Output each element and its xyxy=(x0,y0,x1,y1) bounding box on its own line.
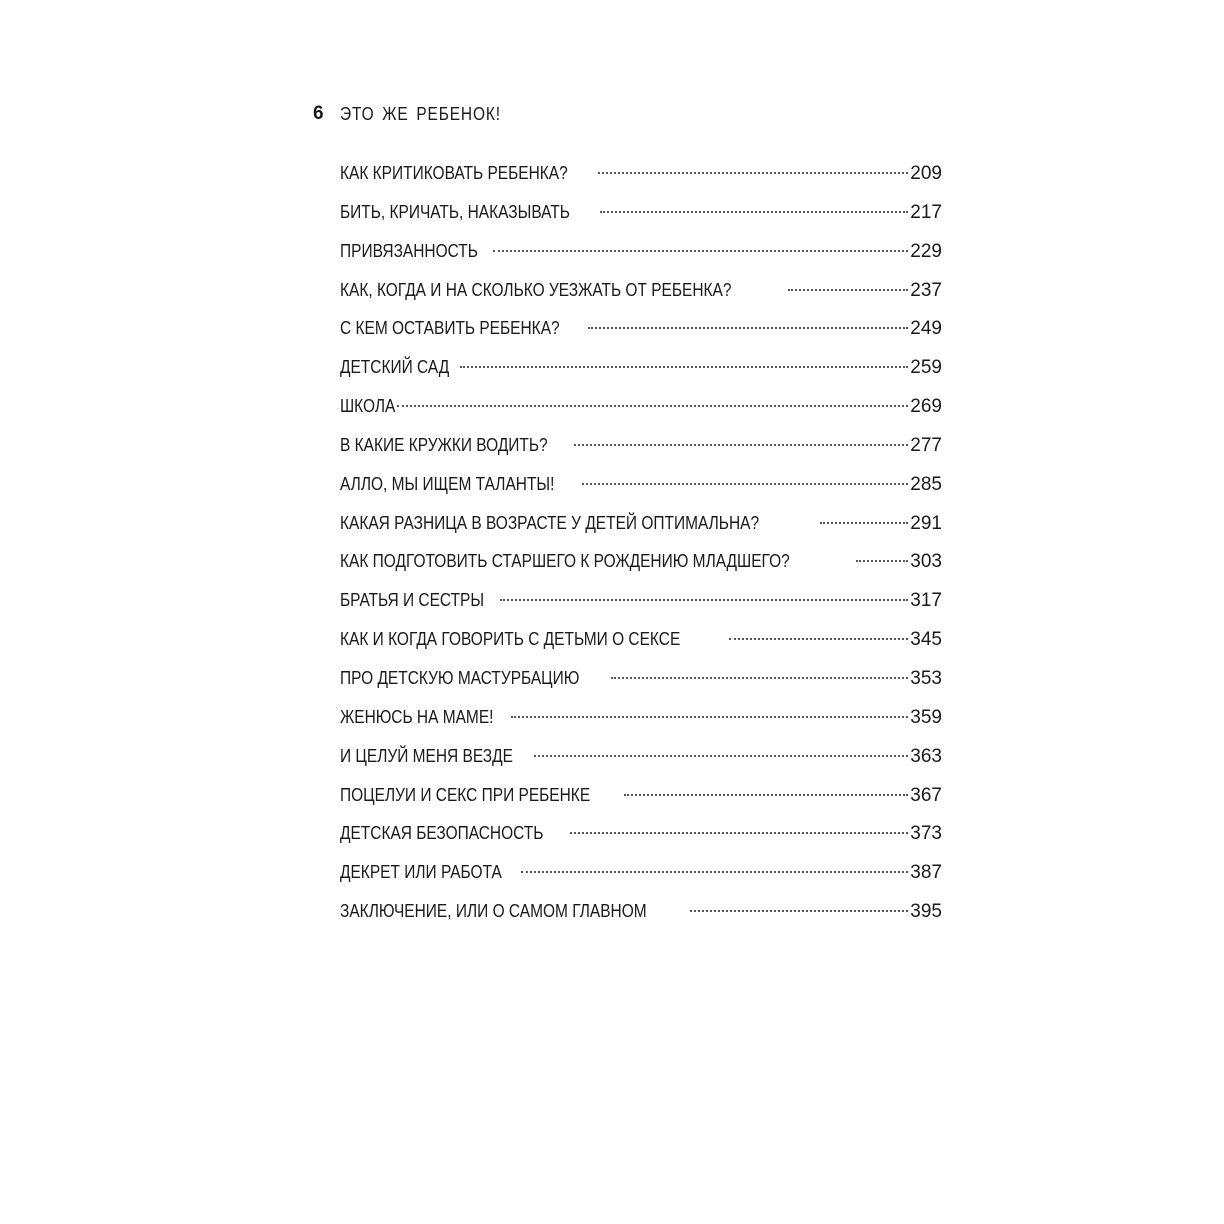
toc-entry xyxy=(340,313,942,352)
dot-leader xyxy=(820,522,908,524)
toc-entry xyxy=(340,663,942,702)
dot-leader xyxy=(500,599,908,601)
toc-entry-title: ПРО ДЕТСКУЮ МАСТУРБАЦИЮ xyxy=(340,667,580,688)
dot-leader xyxy=(729,638,909,640)
toc-entry xyxy=(340,624,942,663)
page-number: 6 xyxy=(313,103,324,124)
toc-entry xyxy=(340,546,942,585)
toc-entry-title: КАК И КОГДА ГОВОРИТЬ С ДЕТЬМИ О СЕКСЕ xyxy=(340,629,681,650)
toc-entry-title: КАКАЯ РАЗНИЦА В ВОЗРАСТЕ У ДЕТЕЙ ОПТИМАЛЬНА? xyxy=(340,512,760,533)
toc-entry-page: 373 xyxy=(910,823,942,845)
toc-entry xyxy=(340,818,942,857)
dot-leader xyxy=(588,327,908,329)
toc-entry xyxy=(340,430,942,469)
dot-leader xyxy=(598,172,909,174)
toc-entry-title: КАК, КОГДА И НА СКОЛЬКО УЕЗЖАТЬ ОТ РЕБЕНКА? xyxy=(340,279,732,300)
toc-entry-title: БРАТЬЯ И СЕСТРЫ xyxy=(340,590,485,611)
toc-entry-title: В КАКИЕ КРУЖКИ ВОДИТЬ? xyxy=(340,434,548,455)
toc-entry-page: 285 xyxy=(910,473,942,495)
toc-entry xyxy=(340,585,942,624)
toc-entry-page: 209 xyxy=(910,163,942,184)
dot-leader xyxy=(534,755,908,757)
toc-entry xyxy=(340,702,942,741)
running-head xyxy=(313,101,527,127)
toc-entry xyxy=(340,197,942,236)
toc-entry xyxy=(340,391,942,430)
book-title: ЭТО ЖЕ РЕБЕНОК! xyxy=(340,103,501,124)
dot-leader xyxy=(856,560,908,562)
toc-entry-title: ЖЕНЮСЬ НА МАМЕ! xyxy=(340,706,494,727)
toc-entry-title: С КЕМ ОСТАВИТЬ РЕБЕНКА? xyxy=(340,318,560,339)
toc-entry-page: 217 xyxy=(910,201,942,223)
toc-entry xyxy=(340,857,942,896)
toc-entry-title: БИТЬ, КРИЧАТЬ, НАКАЗЫВАТЬ xyxy=(340,201,570,222)
toc-entry-page: 229 xyxy=(910,240,942,262)
toc-entry-page: 359 xyxy=(910,706,942,728)
toc-entry xyxy=(340,158,942,197)
dot-leader xyxy=(611,677,908,679)
dot-leader xyxy=(574,444,908,446)
dot-leader xyxy=(521,871,908,873)
toc-entry-page: 269 xyxy=(910,396,942,418)
table-of-contents xyxy=(340,158,942,935)
toc-entry xyxy=(340,275,942,314)
dot-leader xyxy=(397,405,908,407)
dot-leader xyxy=(582,483,908,485)
toc-entry-title: ДЕТСКАЯ БЕЗОПАСНОСТЬ xyxy=(340,823,544,844)
toc-entry-title: АЛЛО, МЫ ИЩЕМ ТАЛАНТЫ! xyxy=(340,473,555,494)
toc-entry-title: ДЕКРЕТ ИЛИ РАБОТА xyxy=(340,862,502,883)
toc-entry-page: 237 xyxy=(910,279,942,301)
dot-leader xyxy=(493,250,908,252)
toc-entry-page: 353 xyxy=(910,667,942,689)
toc-entry-page: 317 xyxy=(910,590,942,612)
toc-entry xyxy=(340,508,942,547)
dot-leader xyxy=(690,910,909,912)
toc-entry-page: 395 xyxy=(910,901,942,923)
dot-leader xyxy=(460,366,908,368)
toc-entry-page: 345 xyxy=(910,629,942,651)
toc-entry xyxy=(340,896,942,935)
toc-entry-title: ПОЦЕЛУИ И СЕКС ПРИ РЕБЕНКЕ xyxy=(340,784,591,805)
toc-entry-title: КАК КРИТИКОВАТЬ РЕБЕНКА? xyxy=(340,163,568,183)
toc-entry-page: 277 xyxy=(910,434,942,456)
toc-entry-page: 303 xyxy=(910,551,942,573)
toc-entry-page: 363 xyxy=(910,745,942,767)
toc-entry-page: 367 xyxy=(910,784,942,806)
toc-entry-title: ЗАКЛЮЧЕНИЕ, ИЛИ О САМОМ ГЛАВНОМ xyxy=(340,901,647,922)
toc-entry-page: 249 xyxy=(910,318,942,340)
dot-leader xyxy=(624,794,908,796)
toc-entry-title: ШКОЛА xyxy=(340,396,396,417)
toc-entry-page: 387 xyxy=(910,862,942,884)
toc-entry-page: 291 xyxy=(910,512,942,534)
toc-entry xyxy=(340,352,942,391)
toc-entry-title: КАК ПОДГОТОВИТЬ СТАРШЕГО К РОЖДЕНИЮ МЛАДШЕГО? xyxy=(340,551,790,572)
dot-leader xyxy=(600,211,908,213)
toc-entry-page: 259 xyxy=(910,357,942,379)
toc-entry xyxy=(340,236,942,275)
toc-entry xyxy=(340,741,942,780)
toc-entry xyxy=(340,780,942,819)
dot-leader xyxy=(570,832,909,834)
toc-entry xyxy=(340,469,942,508)
dot-leader xyxy=(788,289,908,291)
toc-entry-title: ДЕТСКИЙ САД xyxy=(340,357,450,378)
dot-leader xyxy=(511,716,908,718)
toc-entry-title: И ЦЕЛУЙ МЕНЯ ВЕЗДЕ xyxy=(340,745,513,766)
toc-entry-title: ПРИВЯЗАННОСТЬ xyxy=(340,240,478,261)
